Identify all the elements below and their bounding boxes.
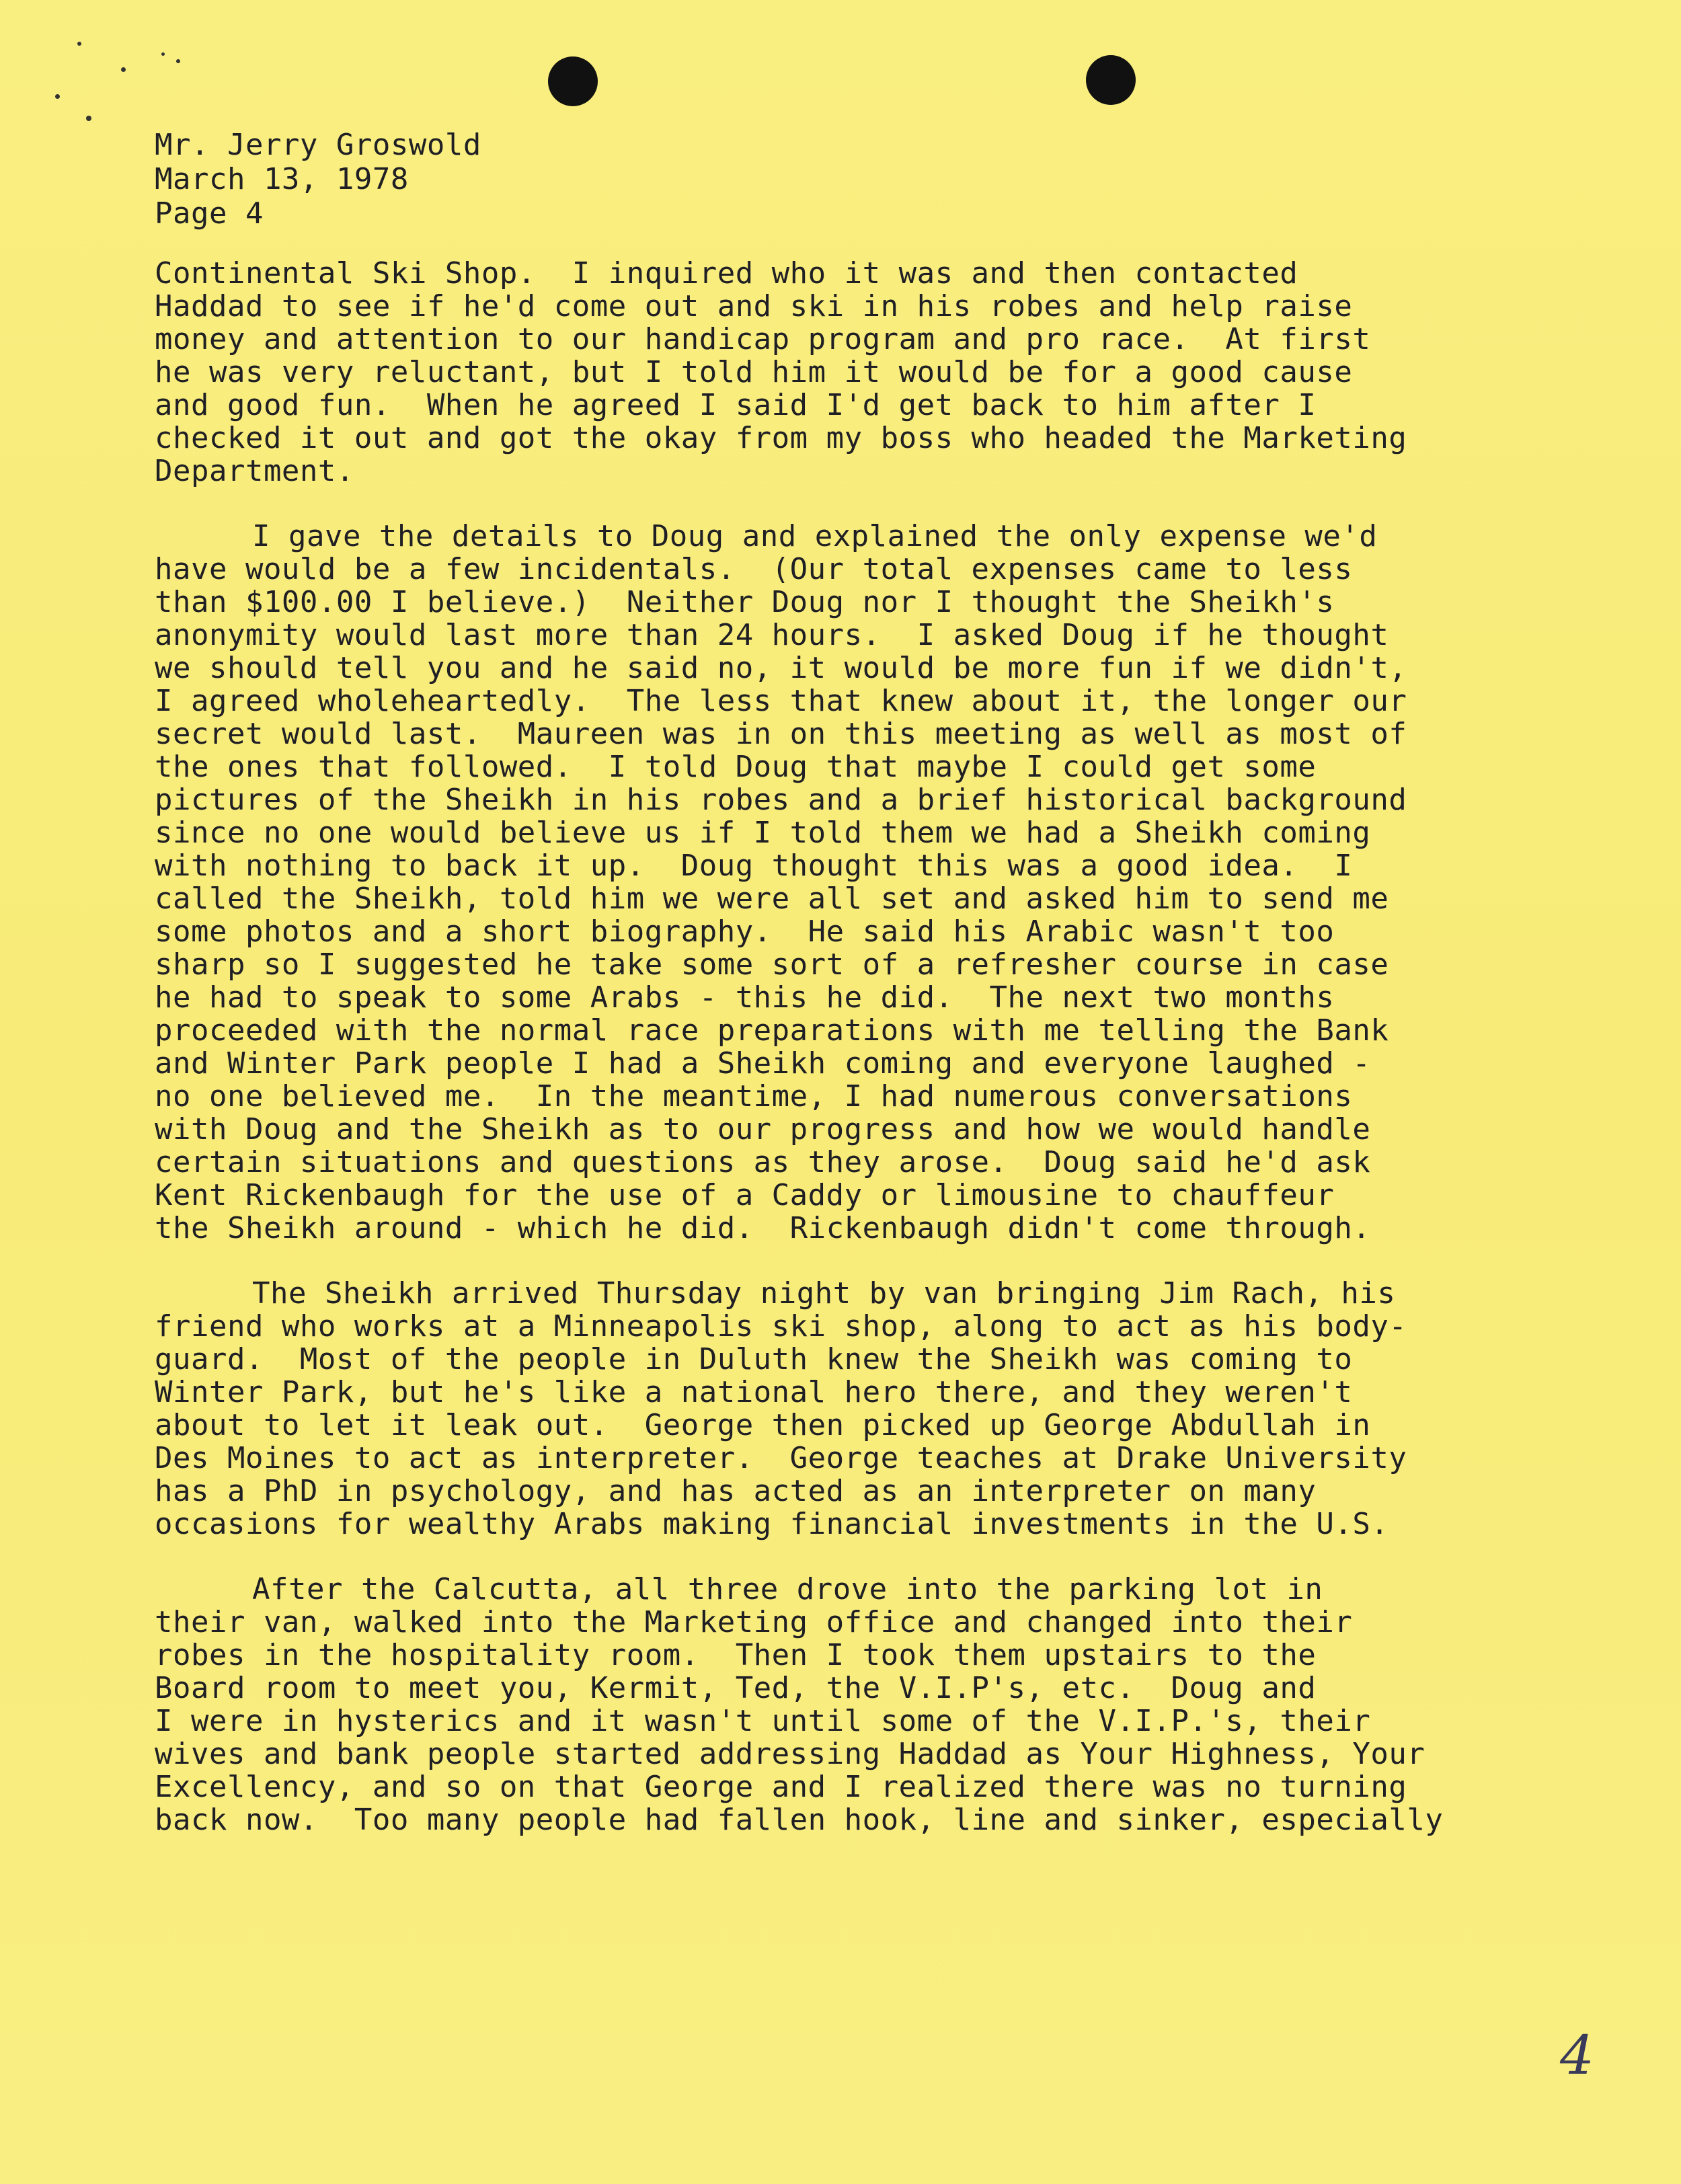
letter-header: [155, 128, 481, 231]
text-line: he was very reluctant, but I told him it would be for a good cause: [155, 355, 1353, 389]
text-line: Department.: [155, 454, 354, 488]
paragraph: [155, 1573, 1600, 1836]
text-line: called the Sheikh, told him we were all set and asked him to send me: [155, 882, 1389, 916]
text-line: guard. Most of the people in Duluth knew the Sheikh was coming to: [155, 1342, 1353, 1376]
paragraph-gap: [155, 488, 1600, 520]
page-label: Page 4: [155, 196, 264, 231]
recipient-name: Mr. Jerry Groswold: [155, 128, 481, 162]
paragraph: [155, 520, 1600, 1245]
text-line: Des Moines to act as interpreter. George teaches at Drake University: [155, 1441, 1407, 1475]
text-line: and Winter Park people I had a Sheikh coming and everyone laughed -: [155, 1046, 1371, 1081]
text-line: back now. Too many people had fallen hook, line and sinker, especially: [155, 1803, 1444, 1837]
text-line: since no one would believe us if I told them we had a Sheikh coming: [155, 816, 1371, 850]
text-line: no one believed me. In the meantime, I had numerous conversations: [155, 1079, 1353, 1114]
text-line: Kent Rickenbaugh for the use of a Caddy or limousine to chauffeur: [155, 1178, 1335, 1212]
text-line: sharp so I suggested he take some sort of a refresher course in case: [155, 947, 1389, 982]
text-line: I gave the details to Doug and explained the only expense we'd: [252, 519, 1378, 553]
text-line: robes in the hospitality room. Then I took them upstairs to the: [155, 1638, 1317, 1672]
text-line: the Sheikh around - which he did. Rickenbaugh didn't come through.: [155, 1211, 1371, 1245]
text-line: Board room to meet you, Kermit, Ted, the V.I.P's, etc. Doug and: [155, 1671, 1317, 1705]
text-line: Winter Park, but he's like a national hero there, and they weren't: [155, 1375, 1353, 1409]
ink-speck: [55, 94, 60, 99]
text-line: with Doug and the Sheikh as to our progress and how we would handle: [155, 1112, 1371, 1146]
ink-speck: [176, 59, 180, 63]
text-line: anonymity would last more than 24 hours. I asked Doug if he thought: [155, 618, 1389, 652]
ink-speck: [161, 52, 165, 56]
paragraph-gap: [155, 1540, 1600, 1573]
ink-speck: [77, 42, 81, 46]
text-line: checked it out and got the okay from my boss who headed the Marketing: [155, 421, 1407, 455]
paragraph: [155, 1277, 1600, 1540]
letter-date: March 13, 1978: [155, 162, 409, 196]
text-line: about to let it leak out. George then picked up George Abdullah in: [155, 1408, 1371, 1442]
text-line: than $100.00 I believe.) Neither Doug nor I thought the Sheikh's: [155, 585, 1335, 619]
ink-speck: [86, 116, 91, 121]
text-line: secret would last. Maureen was in on this meeting as well as most of: [155, 717, 1407, 751]
text-line: friend who works at a Minneapolis ski shop, along to act as his body-: [155, 1309, 1407, 1343]
text-line: he had to speak to some Arabs - this he did. The next two months: [155, 980, 1335, 1015]
handwritten-page-number: 4: [1560, 2024, 1594, 2086]
text-line: After the Calcutta, all three drove into the parking lot in: [252, 1572, 1323, 1606]
ink-speck: [121, 67, 126, 72]
text-line: Continental Ski Shop. I inquired who it was and then contacted: [155, 256, 1298, 290]
text-line: and good fun. When he agreed I said I'd get back to him after I: [155, 388, 1317, 422]
text-line: have would be a few incidentals. (Our total expenses came to less: [155, 552, 1353, 586]
text-line: money and attention to our handicap program and pro race. At first: [155, 322, 1371, 356]
text-line: some photos and a short biography. He said his Arabic wasn't too: [155, 914, 1335, 949]
text-line: Excellency, and so on that George and I realized there was no turning: [155, 1770, 1407, 1804]
text-line: their van, walked into the Marketing office and changed into their: [155, 1605, 1353, 1639]
paragraph-gap: [155, 1245, 1600, 1277]
text-line: proceeded with the normal race preparations with me telling the Bank: [155, 1013, 1389, 1048]
text-line: wives and bank people started addressing Haddad as Your Highness, Your: [155, 1737, 1425, 1771]
punch-hole-left: [548, 56, 598, 106]
text-line: Haddad to see if he'd come out and ski in his robes and help raise: [155, 289, 1353, 323]
text-line: occasions for wealthy Arabs making financial investments in the U.S.: [155, 1507, 1389, 1541]
text-line: with nothing to back it up. Doug thought this was a good idea. I: [155, 849, 1353, 883]
punch-hole-right: [1086, 55, 1136, 105]
text-line: certain situations and questions as they arose. Doug said he'd ask: [155, 1145, 1371, 1179]
text-line: has a PhD in psychology, and has acted as an interpreter on many: [155, 1474, 1317, 1508]
text-line: pictures of the Sheikh in his robes and a brief historical background: [155, 783, 1407, 817]
letter-body: [155, 257, 1600, 1836]
text-line: I were in hysterics and it wasn't until some of the V.I.P.'s, their: [155, 1704, 1371, 1738]
text-line: the ones that followed. I told Doug that maybe I could get some: [155, 750, 1317, 784]
text-line: The Sheikh arrived Thursday night by van bringing Jim Rach, his: [252, 1276, 1396, 1311]
paragraph: [155, 257, 1600, 488]
text-line: we should tell you and he said no, it would be more fun if we didn't,: [155, 651, 1407, 685]
text-line: I agreed wholeheartedly. The less that knew about it, the longer our: [155, 684, 1407, 718]
